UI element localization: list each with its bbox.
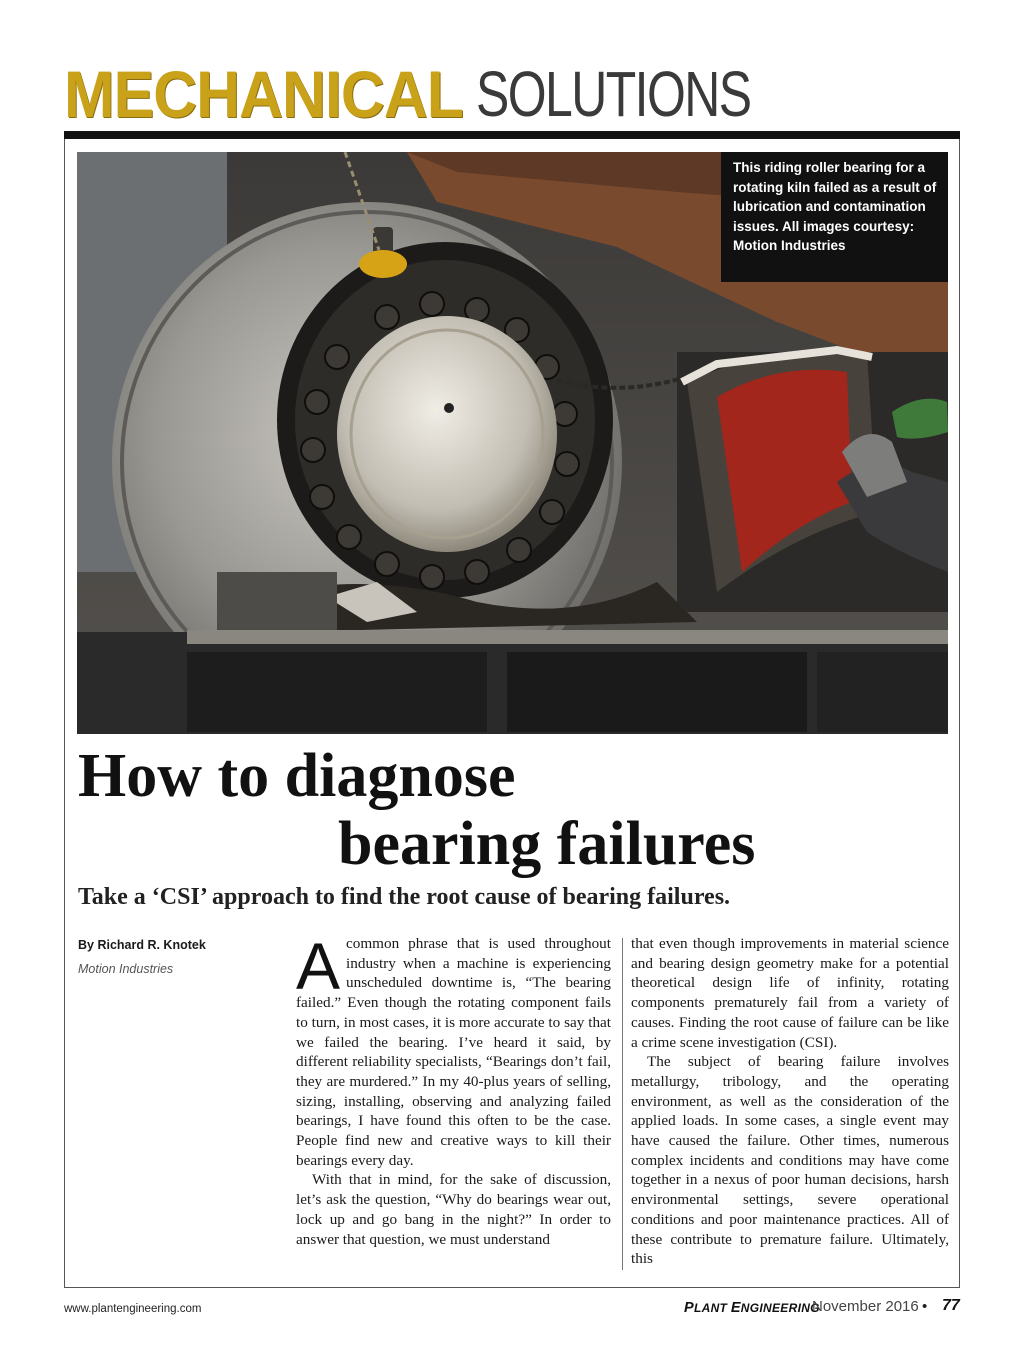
page-number: 77 <box>942 1297 960 1314</box>
pub-initial-e: E <box>730 1300 741 1316</box>
body-paragraph <box>296 929 611 1170</box>
headline-line-1: How to diagnose <box>78 742 516 810</box>
byline-affiliation: Motion Industries <box>78 962 174 976</box>
dropcap: A <box>296 929 341 1003</box>
body-paragraph: With that in mind, for the sake of discussion, let’s ask the question, “Why do bearings wear out, lock up and go bang in the night?” In order to answer that question, we must understand <box>296 1171 611 1248</box>
masthead <box>64 57 751 131</box>
footer-separator: • <box>922 1298 928 1315</box>
pub-word-lant: LANT <box>693 1301 731 1315</box>
body-text: common phrase that is used throughout industry when a machine is experiencing unscheduled downtime is, “The bearing failed.” Even though the rotating component fails to turn, in most cases, it is more accurate to say that we failed the bearing. I’ve heard it said, by different reliability specialists, “Bearings don’t fail, they are murdered.” In my 40-plus years of selling, sizing, installing, observing and analyzing failed bearings, I have found this often to be the case. People find new and creative ways to kill their bearings every day. <box>296 935 611 1169</box>
headline-line-2: bearing failures <box>338 810 756 878</box>
photo-caption: This riding roller bearing for a rotating kiln failed as a result of lubrication and contamination issues. All images courtesy: Motion Industries <box>733 160 937 253</box>
byline-author: By Richard R. Knotek <box>78 938 206 952</box>
body-paragraph: that even though improvements in material science and bearing design geometry make for a potential theoretical design life of infinity, rotating components prematurely fail from a variety of causes. Finding the root cause of failure can be like a crime scene investigation (CSI). <box>631 935 949 1051</box>
body-column-2 <box>631 934 949 1269</box>
body-paragraph: The subject of bearing failure involves metallurgy, tribology, and the operating environment, as well as the consideration of the applied loads. In some cases, a single event may have caused the failure. Other times, numerous complex incidents and conditions may have come together in a nexus of poor human decisions, harsh environmental settings, severe operational conditions and poor maintenance practices. All of these contribute to premature failure. Ultimately, this <box>631 1053 949 1268</box>
column-divider <box>622 938 623 1270</box>
masthead-mechanical: MECHANICAL <box>64 57 463 131</box>
masthead-rule <box>64 131 960 139</box>
footer-publication <box>684 1300 820 1316</box>
pub-word-ngineering: NGINEERING <box>740 1301 820 1315</box>
body-column-1 <box>296 929 611 1249</box>
article-deck: Take a ‘CSI’ approach to find the root cause of bearing failures. <box>78 884 731 910</box>
pub-initial-p: P <box>684 1300 694 1316</box>
footer-url: www.plantengineering.com <box>64 1303 202 1315</box>
masthead-solutions: SOLUTIONS <box>476 58 751 130</box>
footer-date: November 2016 <box>812 1298 919 1315</box>
